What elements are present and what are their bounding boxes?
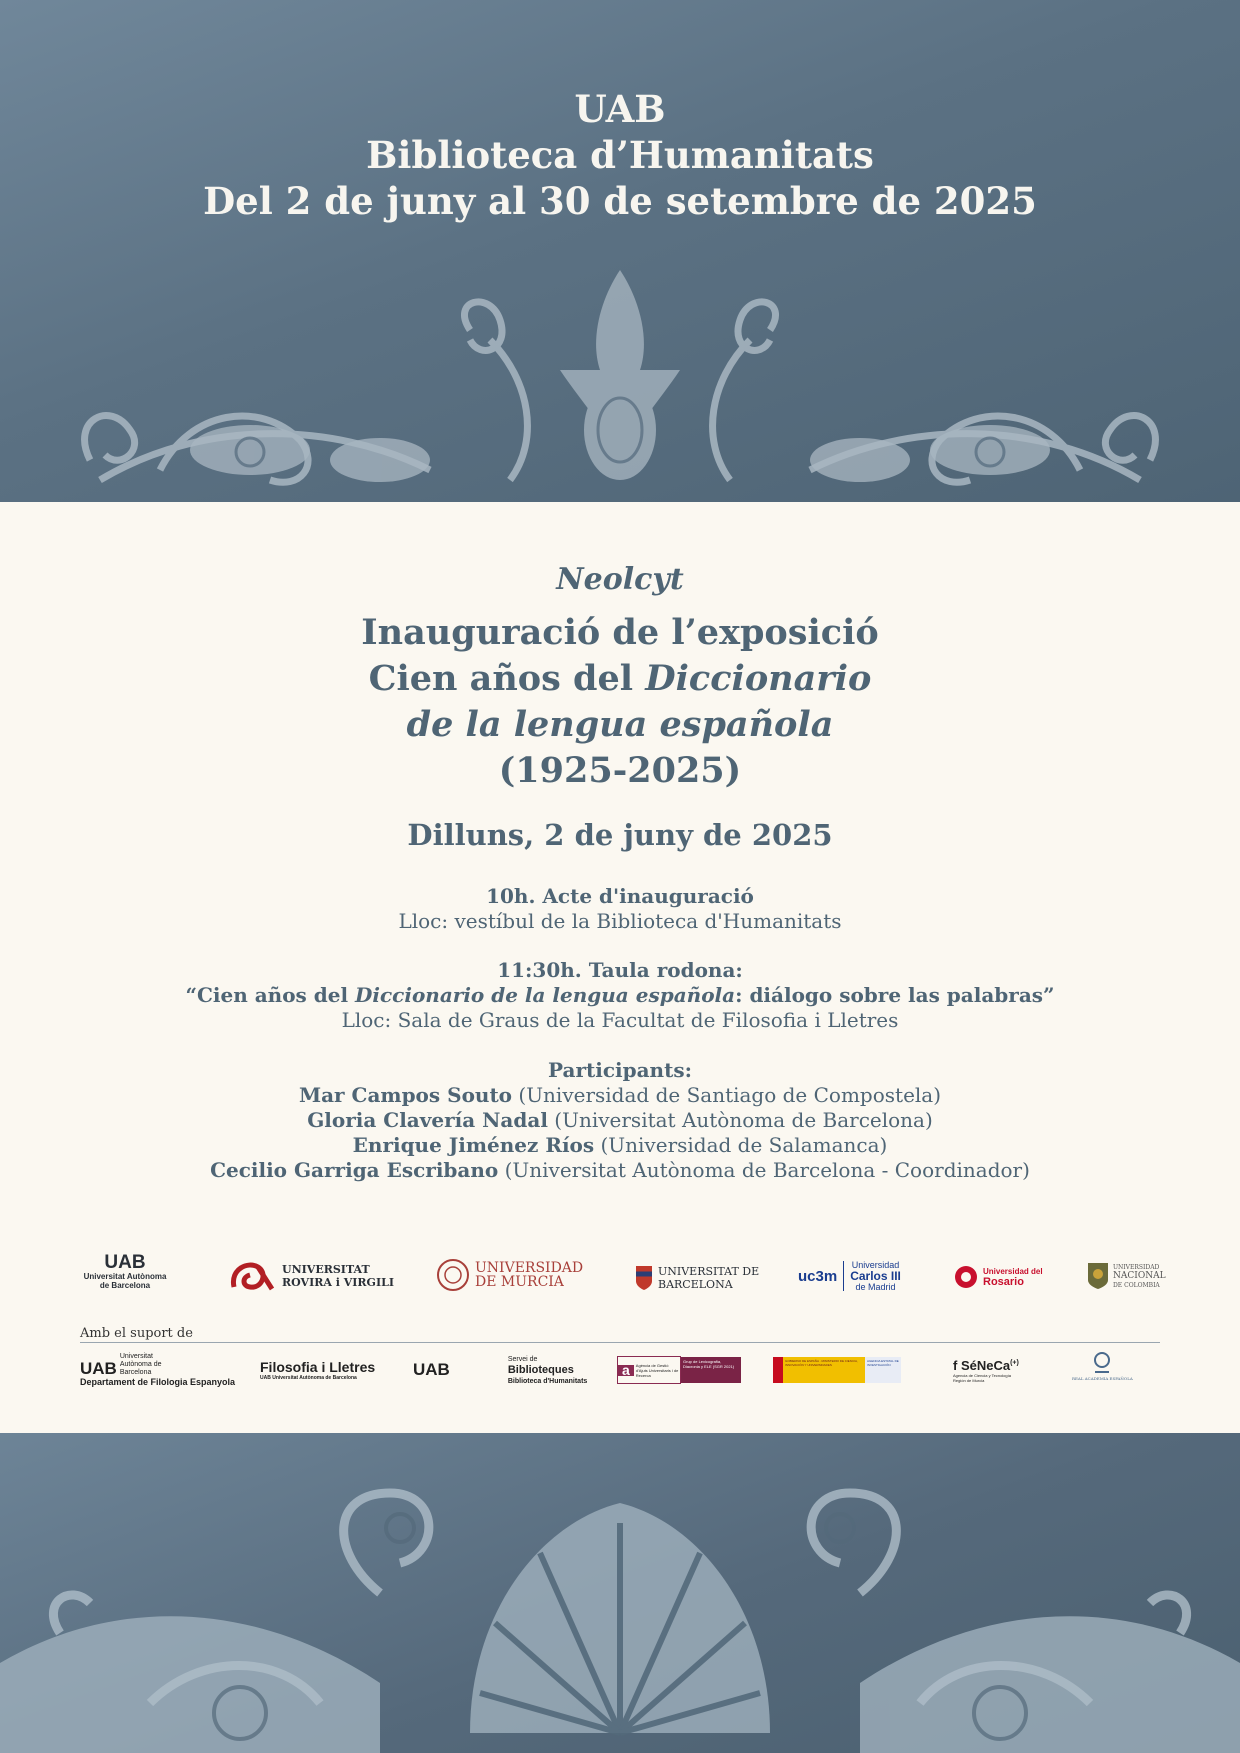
- logo-uc3m: [798, 1256, 901, 1296]
- seneca-sub: Agencia de Ciencia y Tecnología Región de Murcia: [953, 1372, 1011, 1383]
- s3-mark: UAB: [413, 1360, 450, 1379]
- title-line-3: [0, 702, 1240, 748]
- title-line-3-text: de la lengua española: [406, 704, 834, 745]
- murcia-line1: UNIVERSIDAD: [475, 1260, 584, 1276]
- unal-text: [1113, 1263, 1166, 1290]
- title-line-2-a: Cien años del: [368, 658, 646, 699]
- rosario-line2: Rosario: [983, 1276, 1024, 1288]
- uc3m-line3: de Madrid: [855, 1281, 896, 1292]
- support-divider: [80, 1342, 1160, 1343]
- rosario-line1: Universidad del: [983, 1267, 1043, 1276]
- logo-rosario: [953, 1257, 1043, 1297]
- participants-label: Participants:: [548, 1058, 692, 1082]
- agaur-box: [617, 1356, 681, 1384]
- ub-shield-icon: [635, 1265, 653, 1291]
- participant-affiliation: (Universidad de Salamanca): [594, 1133, 888, 1157]
- uc3m-mark: uc3m: [798, 1267, 838, 1285]
- act-1-place: Lloc: vestíbul de la Biblioteca d'Humanitats: [398, 909, 842, 933]
- act-2-place: Lloc: Sala de Graus de la Facultat de Filosofia i Lletres: [341, 1008, 899, 1032]
- s1-uni: Universitat Autònoma de Barcelona: [119, 1353, 162, 1376]
- agaur-text: Agència de Gestió d'Ajuts Universitaris i de Recerca: [635, 1362, 679, 1378]
- unal-line2: NACIONAL: [1113, 1270, 1166, 1281]
- support-filosofia: [260, 1350, 375, 1390]
- participant-name: Cecilio Garriga Escribano: [210, 1158, 499, 1182]
- logo-uab-main: UAB: [104, 1252, 146, 1273]
- ministerio-text: GOBIERNO DE ESPAÑA · MINISTERIO DE CIENCIA, INNOVACIÓN Y UNIVERSIDADES: [783, 1357, 865, 1383]
- baroque-ornament-bottom: [0, 1433, 1240, 1753]
- rae-text: REAL ACADEMIA ESPAÑOLA: [1072, 1376, 1133, 1381]
- s3-line2: Biblioteques: [507, 1363, 574, 1376]
- participant-affiliation: (Universitat Autònoma de Barcelona): [547, 1108, 933, 1132]
- title-line-1: Inauguració de l’exposició: [361, 612, 879, 653]
- title-line-2-b: Diccionario: [645, 658, 872, 699]
- s3-line3: Biblioteca d'Humanitats: [507, 1377, 588, 1385]
- act-2-topic: [0, 983, 1240, 1008]
- logo-unal: [1087, 1256, 1166, 1296]
- s1-dept: Departament de Filologia Espanyola: [80, 1377, 236, 1387]
- uc3m-line1: Universidad: [851, 1259, 900, 1270]
- uc3m-text: [850, 1260, 901, 1293]
- grup-lexicografia: Grup de Lexicografia, Diacronia y ELE (SGR 2021): [681, 1357, 741, 1383]
- act-2-topic-c: : diálogo sobre las palabras”: [735, 983, 1055, 1007]
- support-seneca: [953, 1350, 1019, 1390]
- title-line-4: (1925-2025): [498, 750, 742, 791]
- s2-sub: UAB Universitat Autònoma de Barcelona: [260, 1375, 357, 1381]
- research-group: Neolcyt: [556, 562, 684, 597]
- urv-line1: UNIVERSITAT: [282, 1263, 370, 1276]
- support-uab-filologia: [80, 1350, 235, 1390]
- baroque-ornament-top: [0, 0, 1240, 502]
- rae-crest-icon: [1092, 1350, 1112, 1376]
- participant: [0, 1133, 1240, 1158]
- act-1: [0, 884, 1240, 934]
- s2-title: Filosofia i Lletres: [260, 1359, 376, 1375]
- uc3m-divider: [843, 1261, 844, 1291]
- s1-mark: UAB: [80, 1359, 117, 1378]
- uc3m-line2: Carlos III: [850, 1268, 901, 1283]
- participant-name: Gloria Clavería Nadal: [307, 1108, 548, 1132]
- header-dates: Del 2 de juny al 30 de setembre de 2025: [203, 179, 1037, 223]
- ministerio-banner: [773, 1357, 901, 1383]
- act-2-topic-a: “Cien años del: [185, 983, 356, 1007]
- ub-text: [658, 1265, 759, 1291]
- seneca-plus: (+): [1010, 1359, 1019, 1367]
- header-library: Biblioteca d’Humanitats: [366, 133, 874, 177]
- rosario-text: [983, 1266, 1043, 1288]
- unal-line3: DE COLOMBIA: [1113, 1281, 1160, 1289]
- title-line-2: [0, 656, 1240, 702]
- urv-text: [282, 1263, 394, 1289]
- logo-urv: [228, 1256, 394, 1296]
- act-1-time: 10h. Acte d'inauguració: [486, 884, 754, 908]
- unal-shield-icon: [1087, 1262, 1109, 1290]
- rosario-rose-icon: [953, 1264, 979, 1290]
- participant-affiliation: (Universitat Autònoma de Barcelona - Coordinador): [498, 1158, 1030, 1182]
- act-2: [0, 958, 1240, 1033]
- urv-emblem-icon: [228, 1259, 276, 1293]
- event-date: Dilluns, 2 de juny de 2025: [407, 818, 833, 852]
- logo-uab-sub2: de Barcelona: [99, 1281, 151, 1290]
- s3-line1: Servei de: [507, 1355, 538, 1363]
- participant-name: Enrique Jiménez Ríos: [352, 1133, 595, 1157]
- seneca-name: f SéNeCa: [953, 1357, 1011, 1373]
- logo-uab-sub1: Universitat Autònoma: [83, 1272, 167, 1281]
- act-2-time: 11:30h. Taula rodona:: [497, 958, 743, 982]
- participant-name: Mar Campos Souto: [298, 1083, 513, 1107]
- support-uab-text: [80, 1353, 235, 1387]
- aei-text: AGENCIA ESTATAL DE INVESTIGACIÓN: [865, 1357, 901, 1383]
- murcia-seal-icon: [436, 1258, 470, 1292]
- participants: [0, 1058, 1240, 1183]
- footer-band: [0, 1433, 1240, 1753]
- support-agaur: [617, 1350, 741, 1390]
- unal-line1: UNIVERSIDAD: [1113, 1263, 1160, 1271]
- logo-ub: [635, 1258, 759, 1298]
- ub-line2: BARCELONA: [658, 1278, 733, 1291]
- participant: [0, 1108, 1240, 1133]
- murcia-line2: DE MURCIA: [475, 1274, 564, 1290]
- murcia-text: [475, 1261, 583, 1289]
- participant-affiliation: (Universidad de Santiago de Compostela): [512, 1083, 942, 1107]
- exhibition-title: [0, 610, 1240, 794]
- support-label: Amb el suport de: [80, 1326, 193, 1341]
- agaur-a-icon: a: [618, 1365, 634, 1376]
- header-band: [0, 0, 1240, 502]
- participant: [0, 1158, 1240, 1183]
- logo-uab: [80, 1253, 170, 1293]
- participant: [0, 1083, 1240, 1108]
- support-biblioteques: [413, 1350, 587, 1390]
- header-institution: UAB: [574, 87, 666, 131]
- support-rae: [1072, 1350, 1133, 1390]
- act-2-topic-b: Diccionario de la lengua española: [355, 983, 736, 1007]
- logo-murcia: [436, 1255, 583, 1295]
- urv-line2: ROVIRA i VIRGILI: [282, 1276, 394, 1289]
- ub-line1: UNIVERSITAT DE: [658, 1265, 760, 1278]
- support-ministerio: [773, 1350, 901, 1390]
